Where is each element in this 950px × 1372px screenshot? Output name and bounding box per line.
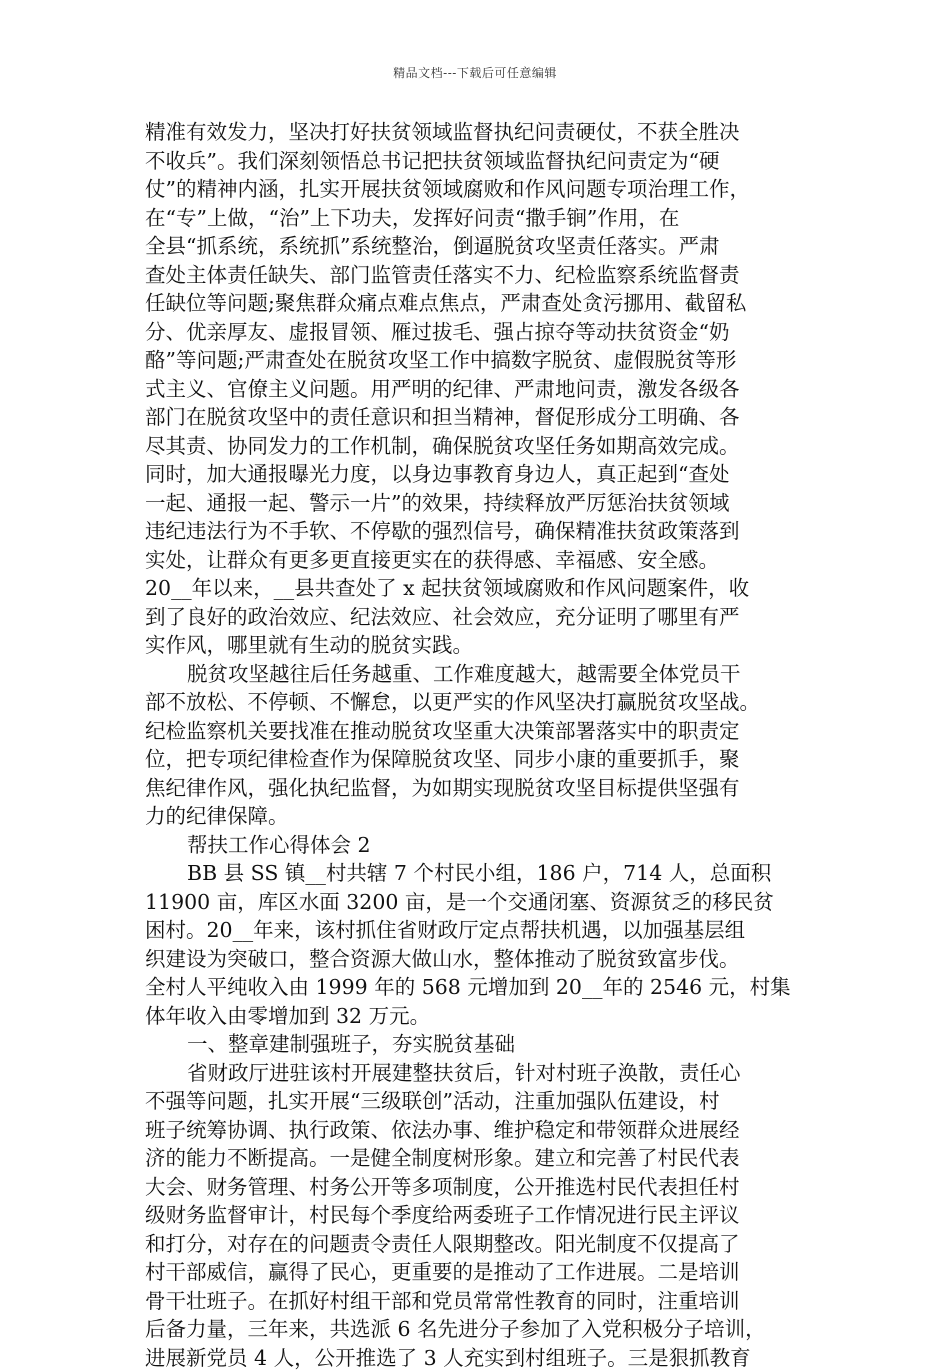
- text-line: 任缺位等问题;聚焦群众痛点难点焦点，严肃查处贪污挪用、截留私: [145, 289, 825, 318]
- text-line: 力的纪律保障。: [145, 802, 825, 831]
- text-line: 大会、财务管理、村务公开等多项制度，公开推选村民代表担任村: [145, 1173, 825, 1202]
- text-line: 实作风，哪里就有生动的脱贫实践。: [145, 631, 825, 660]
- text-line: 班子统筹协调、执行政策、依法办事、维护稳定和带领群众进展经: [145, 1116, 825, 1145]
- text-line: 织建设为突破口，整合资源大做山水，整体推动了脱贫致富步伐。: [145, 945, 825, 974]
- text-line: 村干部威信，赢得了民心，更重要的是推动了工作进展。二是培训: [145, 1258, 825, 1287]
- text-line: 一起、通报一起、警示一片”的效果，持续释放严厉惩治扶贫领域: [145, 489, 825, 518]
- document-body: [145, 118, 825, 1372]
- text-line: 脱贫攻坚越往后任务越重、工作难度越大，越需要全体党员干: [145, 660, 825, 689]
- text-line: 不收兵”。我们深刻领悟总书记把扶贫领域监督执纪问责定为“硬: [145, 147, 825, 176]
- text-line: 省财政厅进驻该村开展建整扶贫后，针对村班子涣散，责任心: [145, 1059, 825, 1088]
- text-line: 11900 亩，库区水面 3200 亩，是一个交通闭塞、资源贫乏的移民贫: [145, 888, 825, 917]
- text-line: 济的能力不断提高。一是健全制度树形象。建立和完善了村民代表: [145, 1144, 825, 1173]
- text-line: 查处主体责任缺失、部门监管责任落实不力、纪检监察系统监督责: [145, 261, 825, 290]
- text-line: 全县“抓系统，系统抓”系统整治，倒逼脱贫攻坚责任落实。严肃: [145, 232, 825, 261]
- text-line: 式主义、官僚主义问题。用严明的纪律、严肃地问责，激发各级各: [145, 375, 825, 404]
- text-line: 焦纪律作风，强化执纪监督，为如期实现脱贫攻坚目标提供坚强有: [145, 774, 825, 803]
- text-line: 20__年以来，__县共查处了 x 起扶贫领域腐败和作风问题案件，收: [145, 574, 825, 603]
- text-line: 骨干壮班子。在抓好村组干部和党员常常性教育的同时，注重培训: [145, 1287, 825, 1316]
- text-line: 仗”的精神内涵，扎实开展扶贫领域腐败和作风问题专项治理工作，: [145, 175, 825, 204]
- text-line: 一、整章建制强班子，夯实脱贫基础: [145, 1030, 825, 1059]
- text-line: 后备力量，三年来，共选派 6 名先进分子参加了入党积极分子培训，: [145, 1315, 825, 1344]
- text-line: 进展新党员 4 人，公开推选了 3 人充实到村组班子。三是狠抓教育: [145, 1344, 825, 1372]
- text-line: 级财务监督审计，村民每个季度给两委班子工作情况进行民主评议: [145, 1201, 825, 1230]
- text-line: 帮扶工作心得体会 2: [145, 831, 825, 860]
- text-line: 酪”等问题;严肃查处在脱贫攻坚工作中搞数字脱贫、虚假脱贫等形: [145, 346, 825, 375]
- text-line: 尽其责、协同发力的工作机制，确保脱贫攻坚任务如期高效完成。: [145, 432, 825, 461]
- text-line: 部不放松、不停顿、不懈怠，以更严实的作风坚决打赢脱贫攻坚战。: [145, 688, 825, 717]
- text-line: 到了良好的政治效应、纪法效应、社会效应，充分证明了哪里有严: [145, 603, 825, 632]
- text-line: 全村人平纯收入由 1999 年的 568 元增加到 20__年的 2546 元，村集: [145, 973, 825, 1002]
- text-line: 违纪违法行为不手软、不停歇的强烈信号，确保精准扶贫政策落到: [145, 517, 825, 546]
- text-line: 实处，让群众有更多更直接更实在的获得感、幸福感、安全感。: [145, 546, 825, 575]
- text-line: BB 县 SS 镇__村共辖 7 个村民小组，186 户，714 人，总面积: [145, 859, 825, 888]
- text-line: 和打分，对存在的问题责令责任人限期整改。阳光制度不仅提高了: [145, 1230, 825, 1259]
- text-line: 不强等问题，扎实开展“三级联创”活动，注重加强队伍建设，村: [145, 1087, 825, 1116]
- text-line: 分、优亲厚友、虚报冒领、雁过拔毛、强占掠夺等动扶贫资金“奶: [145, 318, 825, 347]
- text-line: 精准有效发力，坚决打好扶贫领域监督执纪问责硬仗，不获全胜决: [145, 118, 825, 147]
- text-line: 部门在脱贫攻坚中的责任意识和担当精神，督促形成分工明确、各: [145, 403, 825, 432]
- text-line: 位，把专项纪律检查作为保障脱贫攻坚、同步小康的重要抓手，聚: [145, 745, 825, 774]
- text-line: 同时，加大通报曝光力度，以身边事教育身边人，真正起到“查处: [145, 460, 825, 489]
- page-header: 精品文档---下载后可任意编辑: [0, 64, 950, 81]
- text-line: 在“专”上做，“治”上下功夫，发挥好问责“撒手锏”作用，在: [145, 204, 825, 233]
- text-line: 纪检监察机关要找准在推动脱贫攻坚重大决策部署落实中的职责定: [145, 717, 825, 746]
- text-line: 体年收入由零增加到 32 万元。: [145, 1002, 825, 1031]
- text-line: 困村。20__年来，该村抓住省财政厅定点帮扶机遇，以加强基层组: [145, 916, 825, 945]
